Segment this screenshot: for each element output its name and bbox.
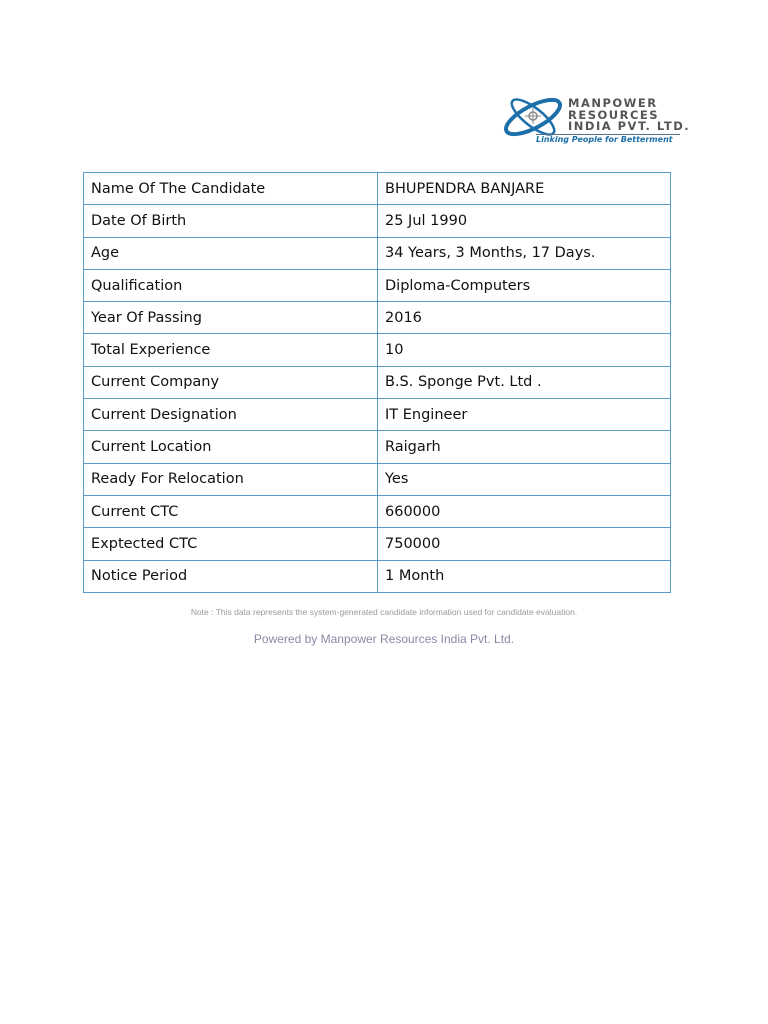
row-label: Total Experience bbox=[84, 334, 378, 366]
table-row bbox=[84, 173, 671, 205]
table-row bbox=[84, 560, 671, 592]
logo-line-1: MANPOWER bbox=[568, 96, 658, 110]
row-value: Raigarh bbox=[378, 431, 671, 463]
table-row bbox=[84, 205, 671, 237]
row-label: Exptected CTC bbox=[84, 528, 378, 560]
company-logo bbox=[500, 90, 691, 148]
row-label: Date Of Birth bbox=[84, 205, 378, 237]
row-value: B.S. Sponge Pvt. Ltd . bbox=[378, 366, 671, 398]
row-label: Current Company bbox=[84, 366, 378, 398]
row-value: 2016 bbox=[378, 302, 671, 334]
row-value: Yes bbox=[378, 463, 671, 495]
row-value: 1 Month bbox=[378, 560, 671, 592]
powered-by-text: Powered by Manpower Resources India Pvt. Ltd. bbox=[253, 632, 515, 646]
row-value: BHUPENDRA BANJARE bbox=[378, 173, 671, 205]
table-row bbox=[84, 237, 671, 269]
table-row bbox=[84, 302, 671, 334]
row-value: 660000 bbox=[378, 495, 671, 527]
table-row bbox=[84, 463, 671, 495]
table-row bbox=[84, 495, 671, 527]
row-label: Current CTC bbox=[84, 495, 378, 527]
row-value: IT Engineer bbox=[378, 399, 671, 431]
row-value: 10 bbox=[378, 334, 671, 366]
row-value: 25 Jul 1990 bbox=[378, 205, 671, 237]
row-label: Qualification bbox=[84, 269, 378, 301]
table-row bbox=[84, 399, 671, 431]
footer-note: Note : This data represents the system-generated candidate information used for candidate evaluation. bbox=[190, 607, 578, 617]
row-label: Year Of Passing bbox=[84, 302, 378, 334]
row-label: Ready For Relocation bbox=[84, 463, 378, 495]
logo-line-3: INDIA PVT. LTD. bbox=[568, 119, 691, 133]
logo-wordmark bbox=[568, 98, 690, 133]
row-label: Age bbox=[84, 237, 378, 269]
candidate-details-table bbox=[83, 172, 671, 593]
table-row bbox=[84, 269, 671, 301]
logo-tagline: Linking People for Betterment bbox=[536, 135, 673, 144]
row-value: 750000 bbox=[378, 528, 671, 560]
row-label: Current Designation bbox=[84, 399, 378, 431]
row-label: Notice Period bbox=[84, 560, 378, 592]
logo-line-2: RESOURCES bbox=[568, 107, 660, 122]
table-row bbox=[84, 431, 671, 463]
row-value: Diploma-Computers bbox=[378, 269, 671, 301]
table-row bbox=[84, 366, 671, 398]
row-label: Name Of The Candidate bbox=[84, 173, 378, 205]
table-row bbox=[84, 528, 671, 560]
row-label: Current Location bbox=[84, 431, 378, 463]
table-row bbox=[84, 334, 671, 366]
row-value: 34 Years, 3 Months, 17 Days. bbox=[378, 237, 671, 269]
